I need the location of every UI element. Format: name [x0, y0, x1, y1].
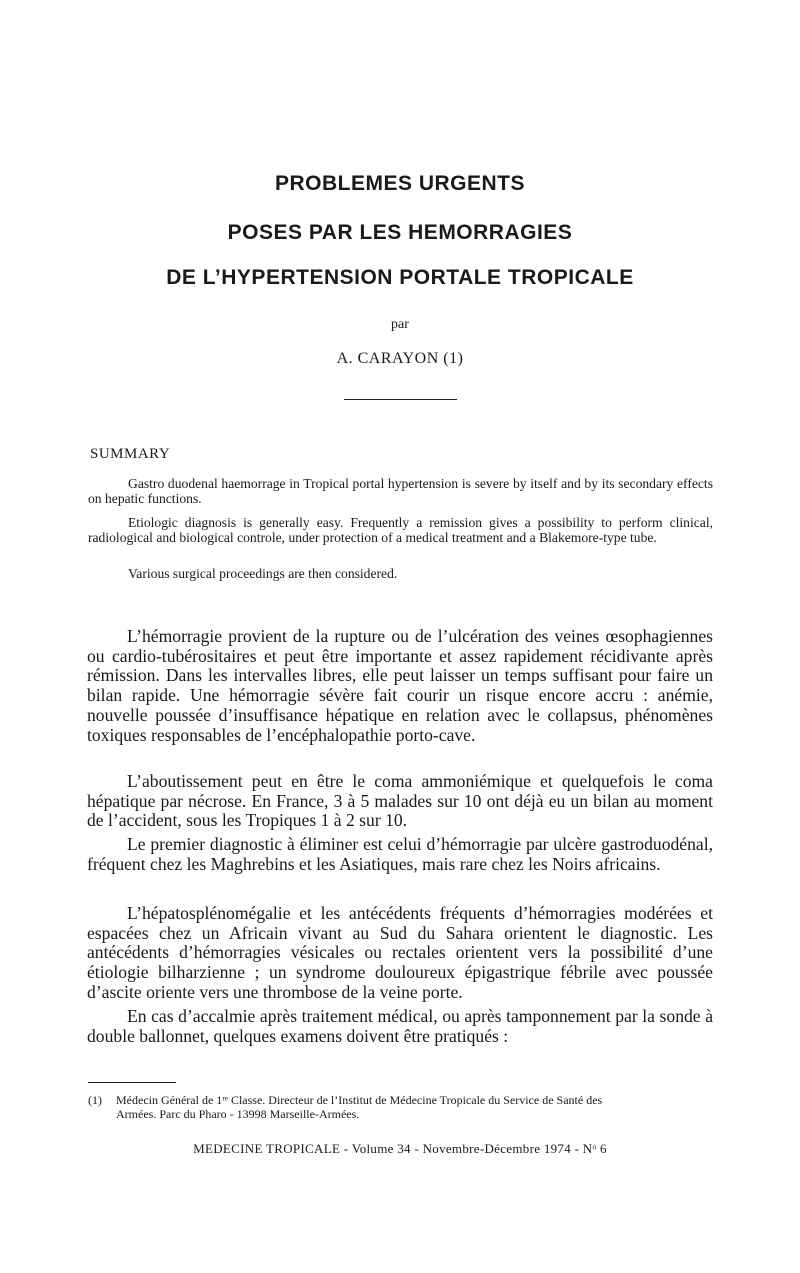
body-paragraph-5: En cas d’accalmie après traitement médical, ou après tamponnement par la sonde à double ballonnet, quelques examens doivent être pratiqués : — [87, 1006, 713, 1046]
article-title-line-3: DE L’HYPERTENSION PORTALE TROPICALE — [166, 266, 634, 289]
byline-par: par — [391, 317, 409, 332]
article-title-line-2: POSES PAR LES HEMORRAGIES — [227, 221, 573, 244]
summary-paragraph-2: Etiologic diagnosis is generally easy. Frequently a remission gives a possibility to perform clinical, radiological and biological controle, under protection of a medical treatment and a Blakemore-type tube. — [88, 515, 713, 545]
body-paragraph-1: L’hémorragie provient de la rupture ou de l’ulcération des veines œsophagiennes ou cardio-tubérositaires et peut être importante et assez rapidement récidivante après rémission. Dans les intervalles libres, elle peut laisser un temps suffisant pour faire un bilan rapide. Une hémorragie sévère fait courir un risque encore accru : anémie, nouvelle poussée d’insuffisance hépatique en relation avec le collapsus, phénomènes toxiques responsables de l’encéphalopathie porto-cave. — [87, 626, 713, 745]
journal-footer: MEDECINE TROPICALE - Volume 34 - Novembre-Décembre 1974 - Nᵒ 6 — [193, 1141, 607, 1156]
summary-heading: SUMMARY — [90, 446, 171, 462]
author-name: A. CARAYON (1) — [336, 350, 464, 367]
summary-paragraph-3: Various surgical proceedings are then considered. — [128, 566, 398, 581]
title-divider — [344, 399, 457, 400]
summary-paragraph-1: Gastro duodenal haemorrage in Tropical portal hypertension is severe by itself and by its secondary effects on hepatic functions. — [88, 476, 713, 506]
body-paragraph-4: L’hépatosplénomégalie et les antécédents fréquents d’hémorragies modérées et espacées chez un Africain vivant au Sud du Sahara orientent le diagnostic. Les antécédents d’hémorragies vésicales ou rectales orientent vers la possibilité d’une étiologie bilharzienne ; un syndrome douloureux épigastrique fébrile avec poussée d’ascite oriente vers une thrombose de la veine porte. — [87, 903, 713, 1002]
body-paragraph-3: Le premier diagnostic à éliminer est celui d’hémorragie par ulcère gastroduodénal, fréquent chez les Maghrebins et les Asiatiques, mais rare chez les Noirs africains. — [87, 834, 713, 874]
footnote — [88, 1093, 713, 1121]
footnote-line-2: Armées. Parc du Pharo - 13998 Marseille-Armées. — [116, 1107, 360, 1121]
body-paragraph-2: L’aboutissement peut en être le coma ammoniémique et quelquefois le coma hépatique par nécrose. En France, 3 à 5 malades sur 10 ont déjà eu un bilan au moment de l’accident, sous les Tropiques 1 à 2 sur 10. — [87, 771, 713, 831]
article-title-line-1: PROBLEMES URGENTS — [274, 172, 526, 195]
footnote-divider — [88, 1082, 176, 1083]
footnote-line-1: Médecin Général de 1ʳᵉ Classe. Directeur de l’Institut de Médecine Tropicale du Service de Santé des — [116, 1093, 603, 1107]
footnote-marker: (1) — [88, 1093, 102, 1107]
